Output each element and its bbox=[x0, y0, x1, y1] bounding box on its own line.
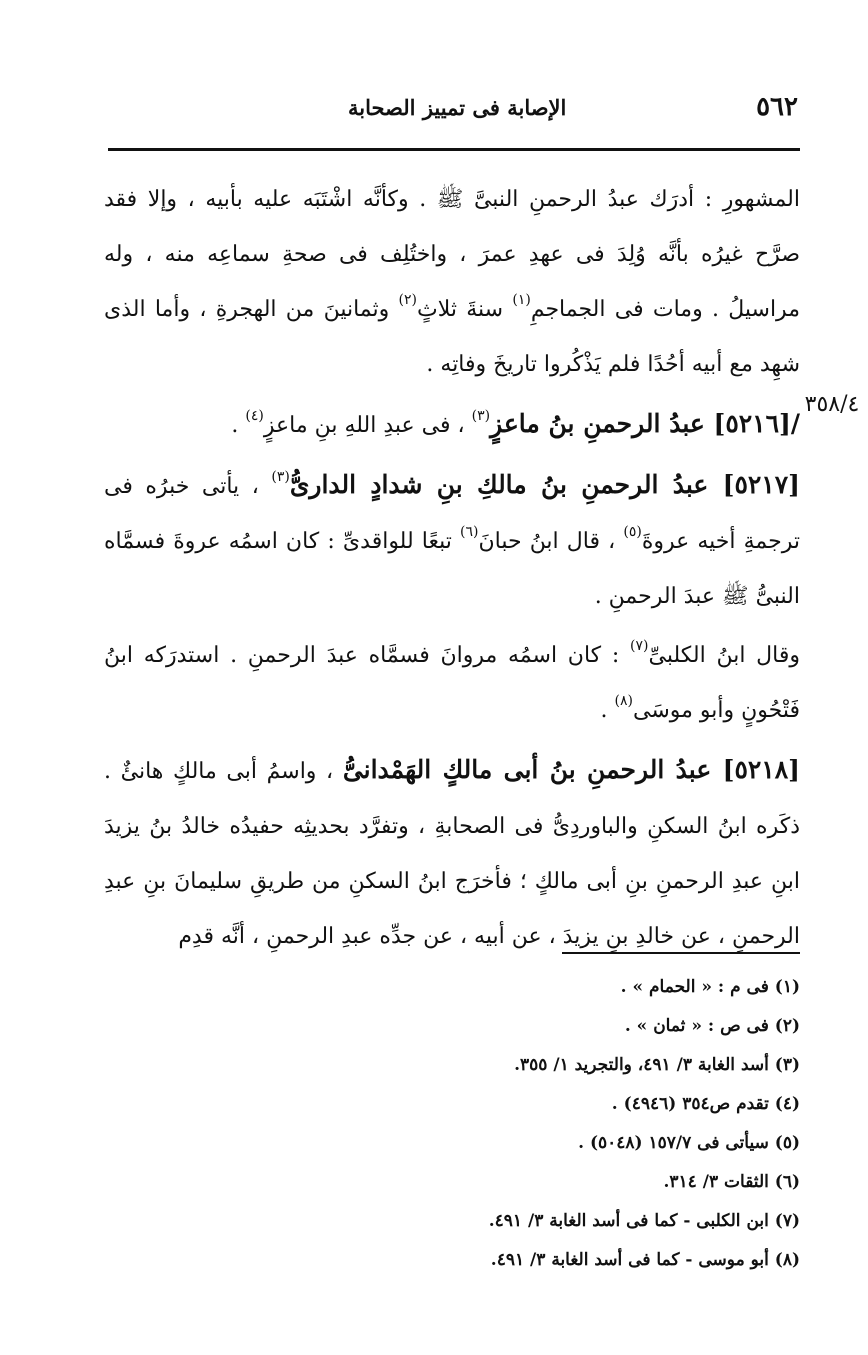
entry-heading: [٥٢١٧] عبدُ الرحمنِ بنُ مالكِ بنِ شدادٍ الدارىُّ bbox=[289, 470, 800, 499]
text-run: . bbox=[600, 698, 615, 723]
footnote-ref: (٦) bbox=[460, 524, 479, 540]
text-run: ، يأتى خبرُه فى ترجمةِ أخيه عروةَ bbox=[104, 474, 800, 554]
text-run: المشهورِ : أدرَك عبدُ الرحمنِ النبىَّ ﷺ . وكأنَّه اشْتَبَه عليه بأبيه ، وإلا فقد صرَّح غيرُه بأنَّه وُلِدَ فى عهدِ عمرَ ، واختُلِف فى صحةِ سماعِه منه ، وله مراسيلُ . ومات فى الجماجمِ bbox=[104, 187, 800, 322]
main-text bbox=[104, 172, 800, 964]
text-run: ، واسمُ أبى مالكٍ هانئٌ . ذكَره ابنُ السكنِ والباوردِىُّ فى الصحابةِ ، وتفرَّد بحديثِه حفيدُه خالدُ بنُ يزيدَ ابنِ عبدِ الرحمنِ بنِ أبى مالكٍ ؛ فأخرَج ابنُ السكنِ من طريقِ سليمانَ بنِ عبدِ الرحمنِ ، عن خالدِ بنِ يزيدَ ، عن أبيه ، عن جدِّه عبدِ الرحمنِ ، أنَّه قدِم bbox=[104, 759, 800, 949]
footnote-item: (٦) الثقات ٣/ ٣١٤. bbox=[663, 1172, 800, 1192]
page-number: ٥٦٢ bbox=[756, 92, 798, 122]
running-title: الإصابة فى تمييز الصحابة bbox=[348, 94, 567, 120]
text-run: وثمانينَ من الهجرةِ ، وأما الذى شهِد مع أبيه أحُدًا فلم يَذْكُروا تاريخَ وفاتِه . bbox=[104, 297, 800, 377]
text-run: سنةَ ثلاثٍ bbox=[416, 297, 513, 322]
body-paragraph bbox=[104, 396, 800, 453]
body-paragraph bbox=[104, 628, 800, 738]
footnote-ref: (١) bbox=[512, 292, 531, 308]
footnote-rule bbox=[562, 952, 800, 954]
body-paragraph bbox=[104, 172, 800, 392]
footnote-ref: (٣) bbox=[271, 469, 290, 485]
footnote-ref: (٨) bbox=[614, 693, 633, 709]
text-run: وقال ابنُ الكلبىِّ bbox=[648, 643, 800, 668]
footnote-item: (٥) سيأتى فى ١٥٧/٧ (٥٠٤٨) . bbox=[578, 1133, 800, 1153]
text-run: ، فى عبدِ اللهِ بنِ ماعزٍ bbox=[263, 413, 472, 438]
header-rule bbox=[108, 148, 800, 151]
footnote-item: (١) فى م : « الحمام » . bbox=[620, 977, 800, 997]
entry-heading: /[٥٢١٦] عبدُ الرحمنِ بنُ ماعزٍ bbox=[490, 409, 800, 438]
footnotes-list bbox=[104, 968, 800, 1280]
footnote-item: (٨) أبو موسى - كما فى أسد الغابة ٣/ ٤٩١. bbox=[490, 1250, 800, 1270]
footnote-ref: (٥) bbox=[623, 524, 642, 540]
footnote-item: (٢) فى ص : « ثمان » . bbox=[624, 1016, 800, 1036]
body-paragraph bbox=[104, 457, 800, 624]
footnote-ref: (٤) bbox=[245, 408, 264, 424]
footnote-item: (٤) تقدم ص٣٥٤ (٤٩٤٦) . bbox=[611, 1094, 800, 1114]
margin-reference: ٣٥٨/٤ bbox=[804, 392, 860, 417]
text-run: : كان اسمُه مروانَ فسمَّاه عبدَ الرحمنِ . استدرَكه ابنُ فَتْحُونٍ وأبو موسَى bbox=[104, 643, 800, 723]
page-header bbox=[108, 92, 798, 122]
text-run: ، قال ابنُ حبانَ bbox=[478, 529, 624, 554]
footnote-ref: (٣) bbox=[471, 408, 491, 424]
text-run: . bbox=[231, 413, 246, 438]
entry-heading: [٥٢١٨] عبدُ الرحمنِ بنُ أبى مالكٍ الهَمْدانىُّ bbox=[342, 755, 800, 784]
footnote-ref: (٢) bbox=[398, 292, 417, 308]
text-run: تبعًا للواقدىِّ : كان اسمُه عروةَ فسمَّاه النبىُّ ﷺ عبدَ الرحمنِ . bbox=[104, 529, 800, 609]
footnote-item: (٧) ابن الكلبى - كما فى أسد الغابة ٣/ ٤٩١. bbox=[488, 1211, 800, 1231]
footnote-item: (٣) أسد الغابة ٣/ ٤٩١، والتجريد ١/ ٣٥٥. bbox=[514, 1055, 800, 1075]
body-paragraph bbox=[104, 742, 800, 964]
footnote-ref: (٧) bbox=[630, 638, 649, 654]
